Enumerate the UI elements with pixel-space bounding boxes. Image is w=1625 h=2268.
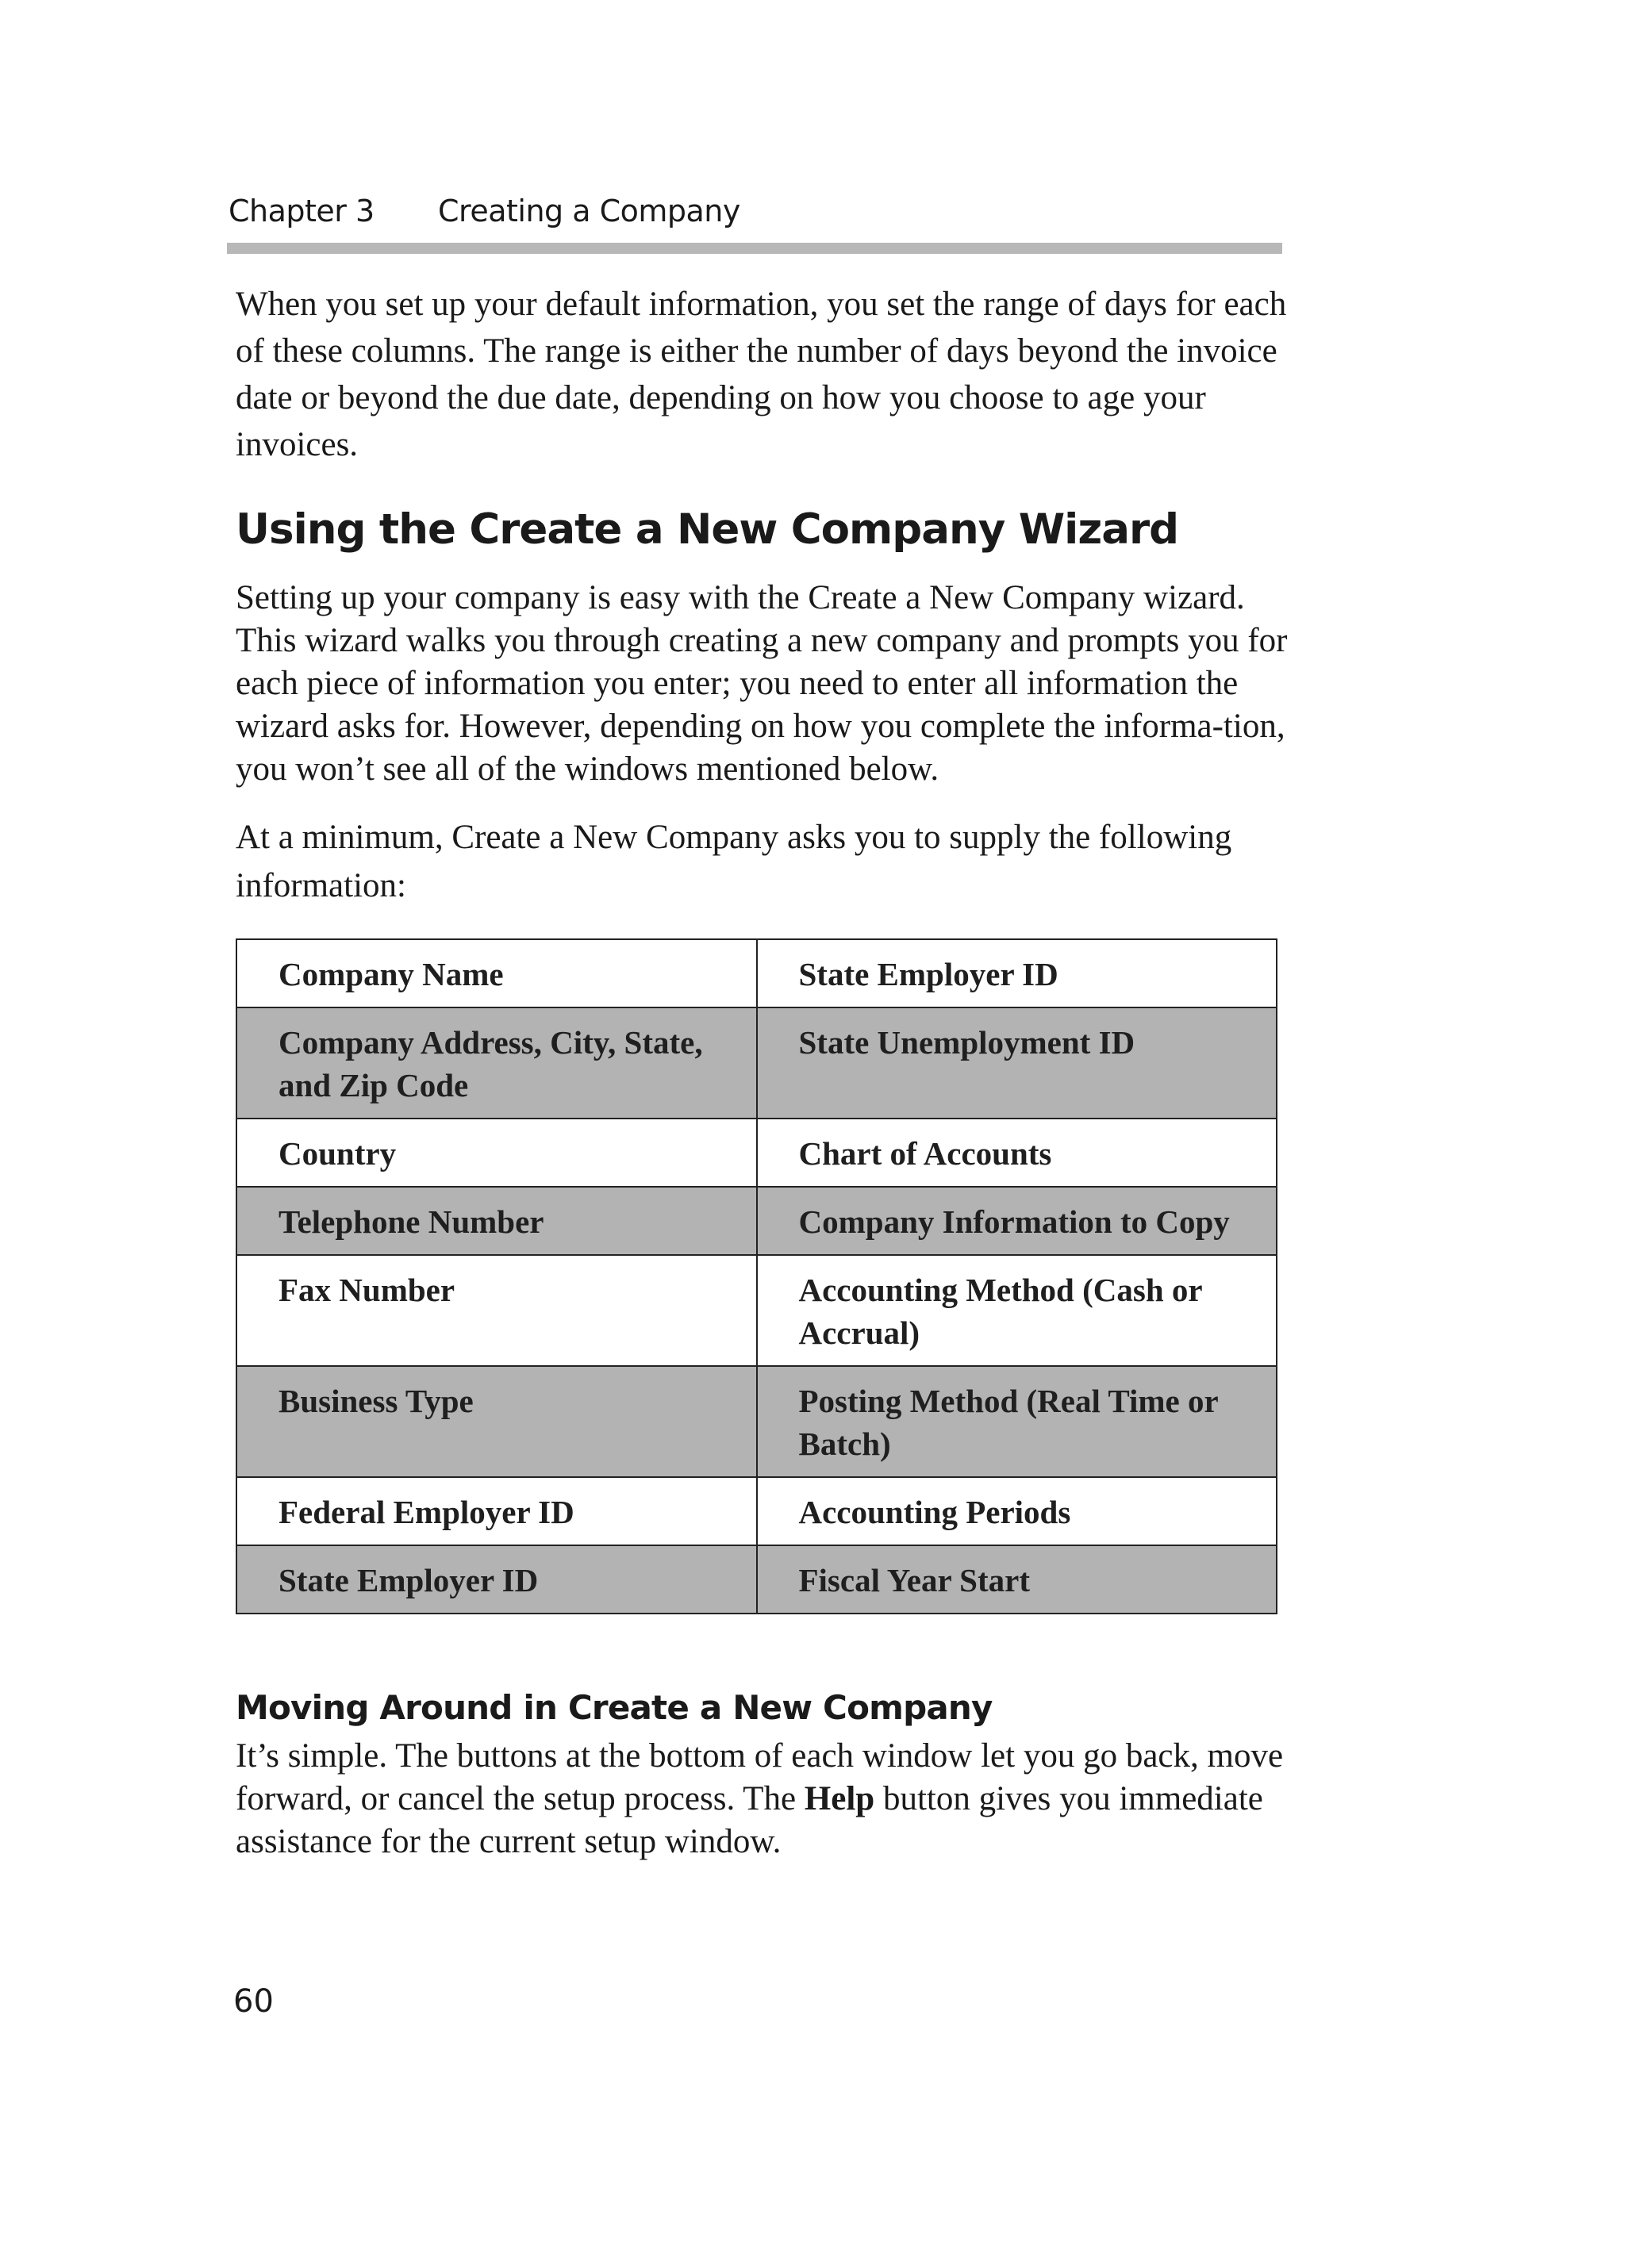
subsection-paragraph [236, 1735, 1291, 1863]
table-row [236, 1366, 1277, 1477]
table-cell-left: Company Address, City, State, and Zip Code [236, 1007, 757, 1119]
table-cell-left: Fax Number [236, 1255, 757, 1366]
required-information-table [236, 938, 1277, 1614]
table-cell-left: Company Name [236, 939, 757, 1007]
table-row [236, 1477, 1277, 1545]
table-row [236, 1119, 1277, 1187]
intro-paragraph: When you set up your default information, you set the range of days for each of these columns. The range is either the number of days beyond the invoice date or beyond the due date, depending on how you choose to age your invoices. [236, 286, 1287, 463]
table-cell-right: State Unemployment ID [757, 1007, 1277, 1119]
table-row [236, 1545, 1277, 1614]
section-paragraph-2: At a minimum, Create a New Company asks you to supply the following information: [236, 819, 1232, 904]
chapter-title: Creating a Company [438, 194, 740, 228]
table-cell-left: Business Type [236, 1366, 757, 1477]
table-cell-right: Accounting Method (Cash or Accrual) [757, 1255, 1277, 1366]
running-head [229, 194, 1282, 235]
table-cell-right: Accounting Periods [757, 1477, 1277, 1545]
table-row [236, 939, 1277, 1007]
table-cell-right: Chart of Accounts [757, 1119, 1277, 1187]
table-row [236, 1255, 1277, 1366]
subsection-text-before: It’s simple. The buttons at the bottom of each window let you go back, move forward, or cancel the setup process. The [236, 1737, 1284, 1817]
table-cell-left: State Employer ID [236, 1545, 757, 1614]
page-number: 60 [233, 1983, 274, 2020]
table-row [236, 1187, 1277, 1255]
table-cell-right: Company Information to Copy [757, 1187, 1277, 1255]
table-cell-right: Fiscal Year Start [757, 1545, 1277, 1614]
table-cell-left: Telephone Number [236, 1187, 757, 1255]
section-heading: Using the Create a New Company Wizard [236, 505, 1179, 554]
help-button-term: Help [804, 1780, 875, 1817]
table-cell-left: Country [236, 1119, 757, 1187]
table-cell-right: Posting Method (Real Time or Batch) [757, 1366, 1277, 1477]
header-rule [227, 243, 1282, 254]
table-cell-left: Federal Employer ID [236, 1477, 757, 1545]
table-cell-right: State Employer ID [757, 939, 1277, 1007]
chapter-label: Chapter 3 [229, 194, 375, 228]
subsection-heading: Moving Around in Create a New Company [236, 1688, 993, 1727]
table-row [236, 1007, 1277, 1119]
subsection-text-after: button gives you immediate assistance for the current setup window. [236, 1780, 1263, 1860]
section-paragraph-1: Setting up your company is easy with the Create a New Company wizard. This wizard walks you through creating a new company and prompts you for each piece of information you enter; you need to enter all information the wizard asks for. However, depending on how you complete the informa-tion, you won’t see all of the windows mentioned below. [236, 579, 1288, 788]
